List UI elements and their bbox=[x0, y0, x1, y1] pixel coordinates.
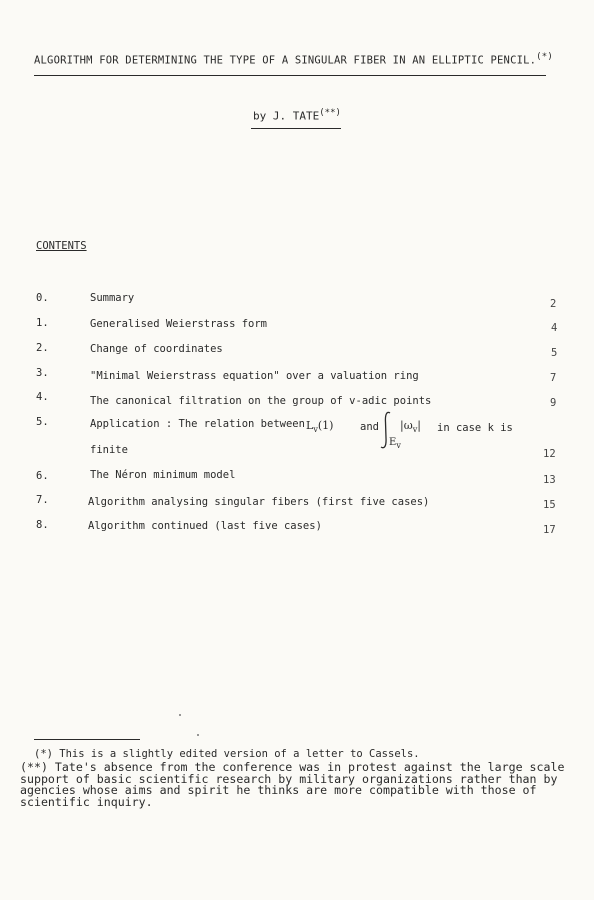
toc-title bbox=[90, 418, 305, 430]
math-omega: $|\omega_v|$ bbox=[400, 419, 421, 435]
toc-title-pre: Application : The relation between bbox=[90, 418, 305, 430]
byline-footnote-mark: (**) bbox=[319, 108, 341, 118]
toc-page: 13 bbox=[543, 474, 556, 486]
toc-title: The Néron minimum model bbox=[90, 469, 236, 481]
toc-page: 2 bbox=[550, 298, 557, 310]
footnote-rule bbox=[34, 739, 140, 740]
toc-number: 2. bbox=[36, 342, 49, 354]
document-title bbox=[34, 52, 554, 67]
title-footnote-mark: (*) bbox=[536, 52, 554, 62]
toc-title: "Minimal Weierstrass equation" over a valuation ring bbox=[90, 370, 419, 382]
paper-speck bbox=[179, 714, 181, 716]
toc-number: 7. bbox=[36, 494, 49, 506]
toc-title-post: in case k is bbox=[437, 422, 513, 434]
toc-number: 8. bbox=[36, 519, 49, 531]
toc-title: Generalised Weierstrass form bbox=[90, 318, 268, 330]
toc-number: 0. bbox=[36, 292, 49, 304]
toc-page: 5 bbox=[551, 347, 558, 359]
toc-number: 6. bbox=[36, 470, 49, 482]
toc-page: 9 bbox=[550, 397, 557, 409]
title-underline bbox=[34, 75, 546, 76]
toc-title: Algorithm continued (last five cases) bbox=[88, 520, 322, 532]
footnote-2: (**) Tate's absence from the conference was in protest against the large scale support of basic scientific research by military organizations rather than by agencies whose aims and spirit he thinks are more compatible with those of scientific inquiry. bbox=[20, 760, 565, 809]
toc-page: 17 bbox=[543, 524, 556, 536]
toc-number: 5. bbox=[36, 416, 49, 428]
footnote-1: (*) This is a slightly edited version of a letter to Cassels. bbox=[34, 748, 420, 760]
title-text: ALGORITHM FOR DETERMINING THE TYPE OF A SINGULAR FIBER IN AN ELLIPTIC PENCIL. bbox=[34, 54, 537, 67]
toc-number: 4. bbox=[36, 391, 49, 403]
toc-number: 3. bbox=[36, 367, 49, 379]
author-byline bbox=[253, 108, 341, 123]
toc-page: 7 bbox=[550, 372, 557, 384]
toc-title: The canonical filtration on the group of v-adic points bbox=[90, 395, 432, 407]
math-E-subscript: $E_v$ bbox=[389, 437, 401, 450]
toc-title: Summary bbox=[90, 292, 135, 304]
toc-page: 15 bbox=[543, 499, 556, 511]
toc-page: 12 bbox=[543, 448, 556, 460]
math-L-function: $L_v(1)$ bbox=[306, 419, 334, 435]
byline-underline bbox=[251, 128, 341, 129]
contents-heading: CONTENTS bbox=[36, 240, 87, 252]
toc-title-continuation: finite bbox=[90, 444, 128, 456]
toc-title: Change of coordinates bbox=[90, 343, 223, 355]
toc-number: 1. bbox=[36, 317, 49, 329]
math-and-word: and bbox=[360, 421, 379, 433]
toc-title: Algorithm analysing singular fibers (first five cases) bbox=[88, 496, 430, 508]
byline-text: by J. TATE bbox=[253, 109, 320, 123]
toc-page: 4 bbox=[551, 322, 558, 334]
paper-speck bbox=[197, 734, 199, 736]
